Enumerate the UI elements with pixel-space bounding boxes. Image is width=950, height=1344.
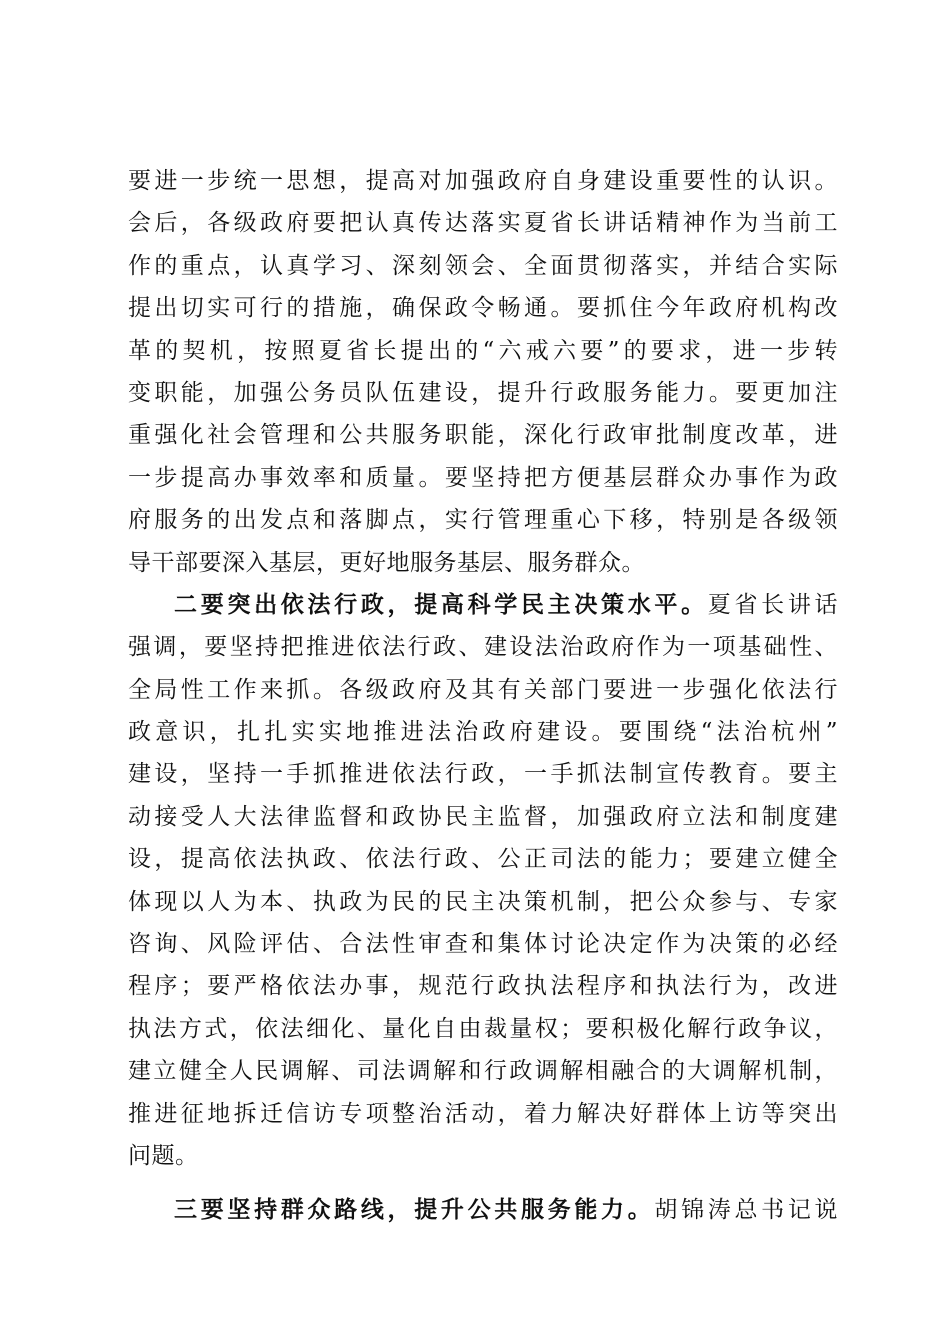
- text-line: 府服务的出发点和落脚点，实行管理重心下移，特别是各级领: [128, 507, 838, 534]
- text-span: 夏省长讲话: [707, 591, 838, 618]
- text-line: 政意识，扎扎实实地推进法治政府建设。要围绕“法治杭州”: [128, 719, 838, 746]
- text-line: 建立健全人民调解、司法调解和行政调解相融合的大调解机制，: [128, 1058, 838, 1085]
- text-line: 全局性工作来抓。各级政府及其有关部门要进一步强化依法行: [128, 676, 838, 703]
- text-line: 要进一步统一思想，提高对加强政府自身建设重要性的认识。: [128, 168, 838, 194]
- text-line: 设，提高依法执政、依法行政、公正司法的能力；要建立健全: [128, 846, 838, 873]
- paragraph-first-line: [128, 584, 838, 626]
- text-line: 建设，坚持一手抓推进依法行政，一手抓法制宣传教育。要主: [128, 761, 838, 788]
- paragraph-spacing: [128, 1177, 838, 1189]
- text-line: 一步提高办事效率和质量。要坚持把方便基层群众办事作为政: [128, 464, 838, 491]
- text-line: 体现以人为本、执政为民的民主决策机制，把公众参与、专家: [128, 888, 838, 915]
- paragraph-1: [128, 160, 838, 584]
- text-line: 导干部要深入基层，更好地服务基层、服务群众。: [128, 549, 645, 576]
- text-line: 革的契机，按照夏省长提出的“六戒六要”的要求，进一步转: [128, 337, 838, 364]
- text-line: 执法方式，依法细化、量化自由裁量权；要积极化解行政争议，: [128, 1015, 838, 1042]
- paragraph-2: [128, 584, 838, 1177]
- text-line: 作的重点，认真学习、深刻领会、全面贯彻落实，并结合实际: [128, 252, 838, 279]
- text-line: 动接受人大法律监督和政协民主监督，加强政府立法和制度建: [128, 803, 838, 830]
- text-line: 强调，要坚持把推进依法行政、建设法治政府作为一项基础性、: [128, 634, 838, 661]
- text-span: 胡锦涛总书记说: [654, 1197, 838, 1224]
- text-line: 推进征地拆迁信访专项整治活动，着力解决好群体上访等突出: [128, 1100, 838, 1127]
- paragraph-first-line: [128, 1189, 838, 1231]
- text-line: 重强化社会管理和公共服务职能，深化行政审批制度改革，进: [128, 422, 838, 449]
- text-line: 程序；要严格依法办事，规范行政执法程序和执法行为，改进: [128, 973, 838, 1000]
- text-line: 变职能，加强公务员队伍建设，提升行政服务能力。要更加注: [128, 379, 838, 406]
- section-heading: 三要坚持群众路线，提升公共服务能力。: [174, 1197, 655, 1224]
- text-line: 提出切实可行的措施，确保政令畅通。要抓住今年政府机构改: [128, 295, 838, 322]
- text-line: 问题。: [128, 1142, 199, 1169]
- paragraph-3: [128, 1189, 838, 1231]
- text-line: 会后，各级政府要把认真传达落实夏省长讲话精神作为当前工: [128, 210, 838, 237]
- document-body: [128, 160, 838, 1232]
- text-line: 咨询、风险评估、合法性审查和集体讨论决定作为决策的必经: [128, 931, 838, 958]
- section-heading: 二要突出依法行政，提高科学民主决策水平。: [174, 591, 708, 618]
